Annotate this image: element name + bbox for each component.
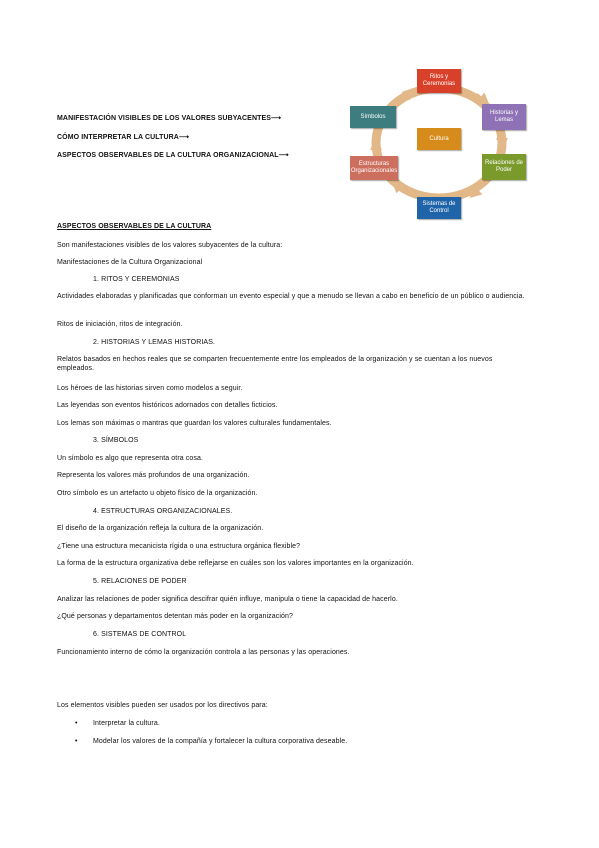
s2-paragraph-3: Las leyendas son eventos históricos adornados con detalles ficticios.: [57, 402, 278, 409]
header-line-2: CÓMO INTERPRETAR LA CULTURA⟶: [57, 134, 190, 141]
node-simbolos: Símbolos: [350, 106, 396, 128]
s5-title: 5. RELACIONES DE PODER: [93, 578, 187, 585]
node-estructuras-organizacionales: Estructuras Organizacionales: [350, 156, 398, 180]
s1-paragraph-2: Ritos de iniciación, ritos de integración.: [57, 321, 183, 328]
header-line-1: MANIFESTACIÓN VISIBLES DE LOS VALORES SUBYACENTES⟶: [57, 115, 282, 122]
s5-paragraph-2: ¿Qué personas y departamentos detentan más poder en la organización?: [57, 613, 293, 620]
node-relaciones-poder: Relaciones de Poder: [482, 154, 526, 180]
s2-paragraph-2: Los héroes de las historias sirven como modelos a seguir.: [57, 385, 243, 392]
s6-title: 6. SISTEMAS DE CONTROL: [93, 631, 187, 638]
s5-paragraph-1: Analizar las relaciones de poder significa descifrar quién influye, manipula o tiene la capacidad de hacerlo.: [57, 596, 398, 603]
header-line-3: ASPECTOS OBSERVABLES DE LA CULTURA ORGANIZACIONAL⟶: [57, 152, 289, 159]
s2-title: 2. HISTORIAS Y LEMAS HISTORIAS.: [93, 339, 216, 346]
s3-paragraph-2: Representa los valores más profundos de una organización.: [57, 472, 250, 479]
bullet-item-1: Interpretar la cultura.: [93, 720, 160, 727]
bullet-marker-1: •: [75, 720, 78, 727]
closing-text: Los elementos visibles pueden ser usados por los directivos para:: [57, 702, 268, 709]
bullet-marker-2: •: [75, 738, 78, 745]
s1-paragraph-1: Actividades elaboradas y planificadas que conforman un evento especial y que a menudo se llevan a cabo en beneficio de un público o audiencia.: [57, 293, 525, 300]
s4-paragraph-1: El diseño de la organización refleja la cultura de la organización.: [57, 525, 264, 532]
s4-title: 4. ESTRUCTURAS ORGANIZACIONALES.: [93, 508, 233, 515]
s2-paragraph-4: Los lemas son máximas o mantras que guardan los valores culturales fundamentales.: [57, 420, 332, 427]
culture-cycle-diagram: [342, 64, 532, 222]
s4-paragraph-2: ¿Tiene una estructura mecanicista rígida o una estructura orgánica flexible?: [57, 543, 301, 550]
bullet-item-2: Modelar los valores de la compañía y fortalecer la cultura corporativa deseable.: [93, 738, 348, 745]
s3-paragraph-1: Un símbolo es algo que representa otra cosa.: [57, 455, 204, 462]
intro-text-2: Manifestaciones de la Cultura Organizacional: [57, 259, 203, 266]
s3-title: 3. SÍMBOLOS: [93, 437, 139, 444]
node-historias-lemas: Historias y Lemas: [482, 104, 526, 130]
node-sistemas-control: Sistemas de Control: [417, 197, 461, 219]
node-cultura-center: Cultura: [417, 128, 461, 150]
intro-text: Son manifestaciones visibles de los valores subyacentes de la cultura:: [57, 242, 283, 249]
s2-paragraph-1: Relatos basados en hechos reales que se comparten frecuentemente entre los empleados de la organización y se cuentan a los nuevos empleados.: [57, 356, 493, 372]
s1-title: 1. RITOS Y CEREMONIAS: [93, 276, 180, 283]
s3-paragraph-3: Otro símbolo es un artefacto u objeto físico de la organización.: [57, 490, 258, 497]
section-heading: ASPECTOS OBSERVABLES DE LA CULTURA: [57, 223, 212, 230]
s6-paragraph-1: Funcionamiento interno de cómo la organización controla a las personas y las operaciones.: [57, 649, 350, 656]
node-ritos-ceremonias: Ritos y Ceremonias: [417, 69, 461, 93]
s4-paragraph-3: La forma de la estructura organizativa debe reflejarse en cuáles son los valores importantes en la organización.: [57, 560, 414, 567]
